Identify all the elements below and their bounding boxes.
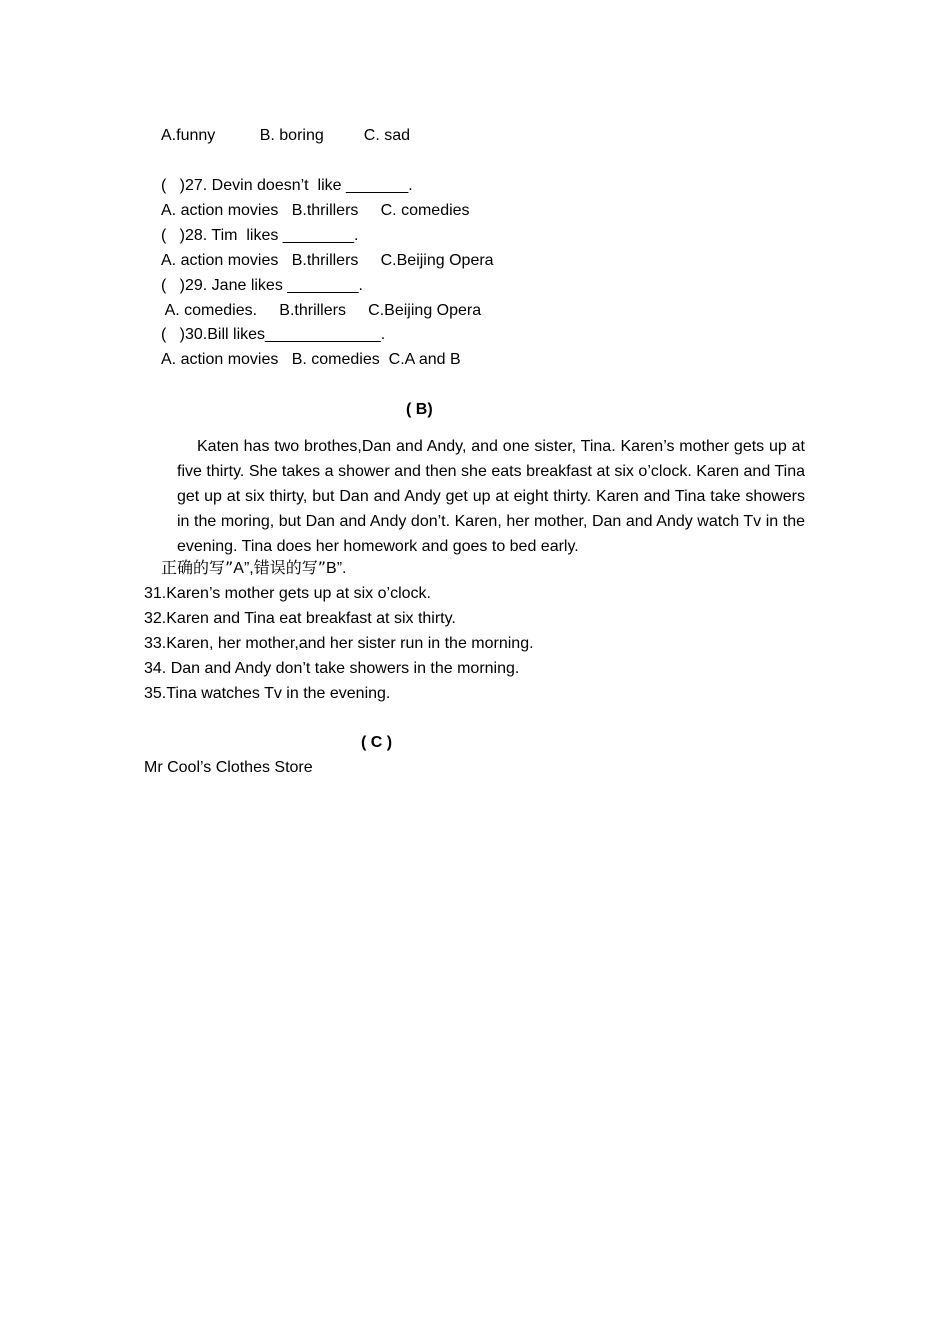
- q28-options: A. action movies B.thrillers C.Beijing Opera: [161, 252, 494, 269]
- section-c-heading: ( C ): [361, 734, 393, 751]
- section-b-heading: ( B): [406, 401, 433, 418]
- section-b-passage: Katen has two brothes,Dan and Andy, and one sister, Tina. Karen’s mother gets up at five thirty. She takes a shower and then she eats breakfast at six o’clock. Karen and Tina get up at six thirty, but Dan and Andy get up at eight thirty. Karen and Tina take showers in the moring, but Dan and Andy don’t. Karen, her mother, Dan and Andy watch Tv in the evening. Tina does her homework and goes to bed early.: [177, 438, 805, 555]
- q26-options: A.funny B. boring C. sad: [161, 127, 410, 144]
- section-b-instruction: [161, 558, 347, 579]
- statement-35: 35.Tina watches Tv in the evening.: [144, 685, 391, 702]
- statement-34: 34. Dan and Andy don’t take showers in the morning.: [144, 660, 520, 677]
- section-c-title: Mr Cool’s Clothes Store: [144, 759, 313, 776]
- q27-options: A. action movies B.thrillers C. comedies: [161, 202, 470, 219]
- q28-question: ( )28. Tim likes ________.: [161, 227, 359, 244]
- q29-question: ( )29. Jane likes ________.: [161, 277, 363, 294]
- q27-question: ( )27. Devin doesn’t like _______.: [161, 177, 413, 194]
- instruction-cn-correct: 正确的写”: [161, 558, 234, 577]
- instruction-cn-wrong: 错误的写”: [253, 558, 327, 577]
- q30-question: ( )30.Bill likes_____________.: [161, 326, 386, 343]
- instruction-b: B”.: [326, 560, 347, 577]
- q29-options: A. comedies. B.thrillers C.Beijing Opera: [161, 302, 482, 319]
- statement-31: 31.Karen’s mother gets up at six o’clock.: [144, 585, 431, 602]
- instruction-a: A”,: [233, 560, 254, 577]
- statement-33: 33.Karen, her mother,and her sister run in the morning.: [144, 635, 534, 652]
- q30-options: A. action movies B. comedies C.A and B: [161, 351, 461, 368]
- statement-32: 32.Karen and Tina eat breakfast at six thirty.: [144, 610, 456, 627]
